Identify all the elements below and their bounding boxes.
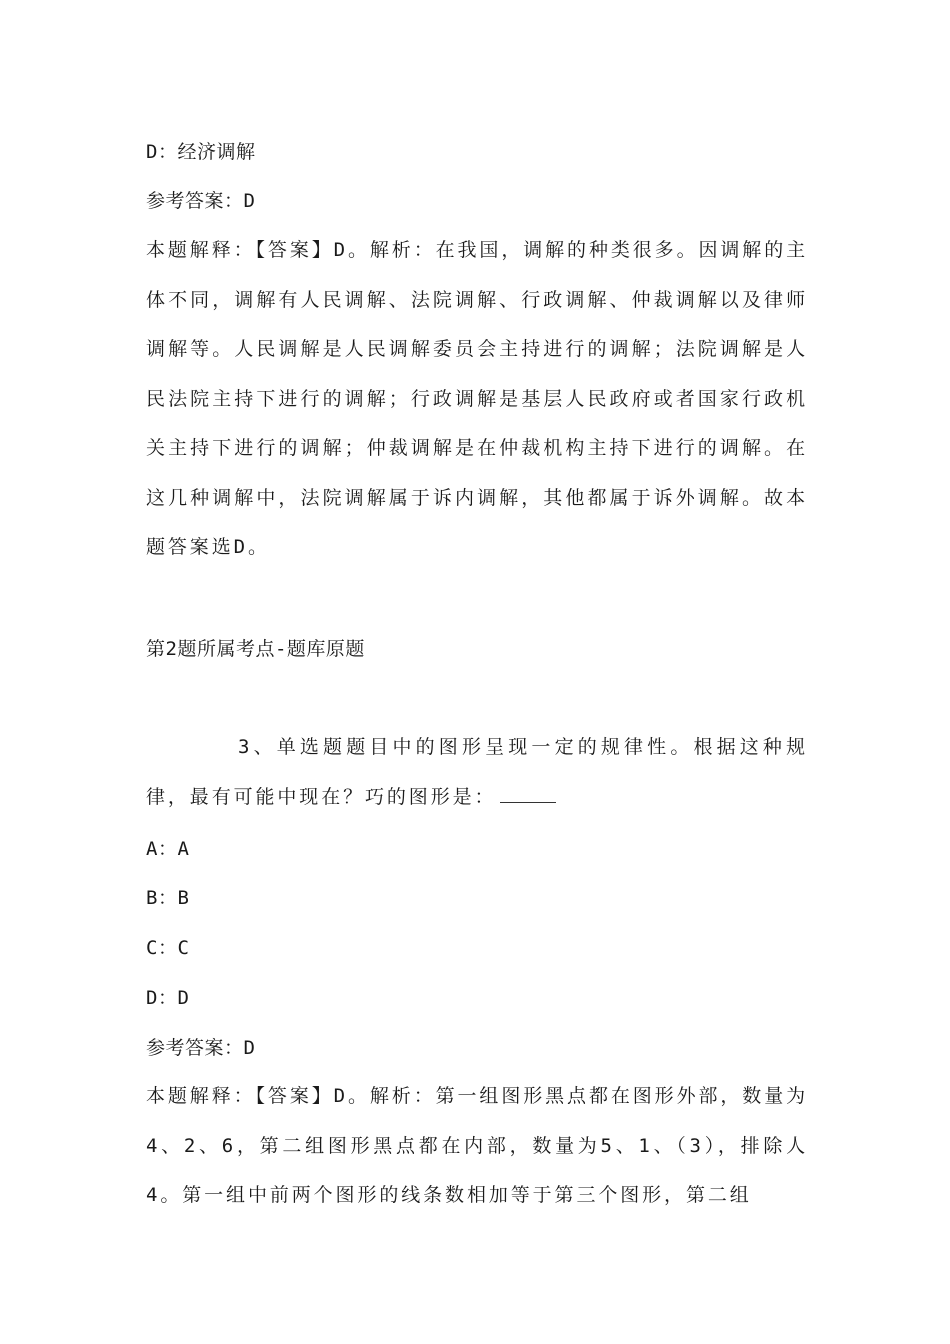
q3-reference-answer: 参考答案：D <box>146 1037 256 1059</box>
q3-option-c: C：C <box>146 937 190 959</box>
q2-topic-footer: 第2题所属考点-题库原题 <box>146 638 365 660</box>
q3-option-b: B：B <box>146 887 190 909</box>
q1-explanation: 本题解释：【答案】D。解析：在我国，调解的种类很多。因调解的主体不同，调解有人民调解、法院调解、行政调解、仲裁调解以及律师调解等。人民调解是人民调解委员会主持进行的调解；法院调解是人民法院主持下进行的调解；行政调解是基层人民政府或者国家行政机关主持下进行的调解；仲裁调解是在仲裁机构主持下进行的调解。在这几种调解中，法院调解属于诉内调解，其他都属于诉外调解。故本题答案选D。 <box>146 239 808 558</box>
answer-blank <box>500 784 556 803</box>
q3-question-text: 3、单选题题目中的图形呈现一定的规律性。根据这种规律，最有可能中现在？巧的图形是： <box>146 736 808 808</box>
q1-reference-answer: 参考答案：D <box>146 190 256 212</box>
q3-question <box>146 723 808 822</box>
q1-option-d: D：经济调解 <box>146 141 256 163</box>
q3-option-d: D：D <box>146 987 190 1009</box>
q3-explanation: 本题解释：【答案】D。解析：第一组图形黑点都在图形外部，数量为4、2、6，第二组图形黑点都在内部，数量为5、1、（3），排除人4。第一组中前两个图形的线条数相加等于第三个图形，第二组 <box>146 1085 808 1206</box>
q3-option-a: A：A <box>146 838 190 860</box>
